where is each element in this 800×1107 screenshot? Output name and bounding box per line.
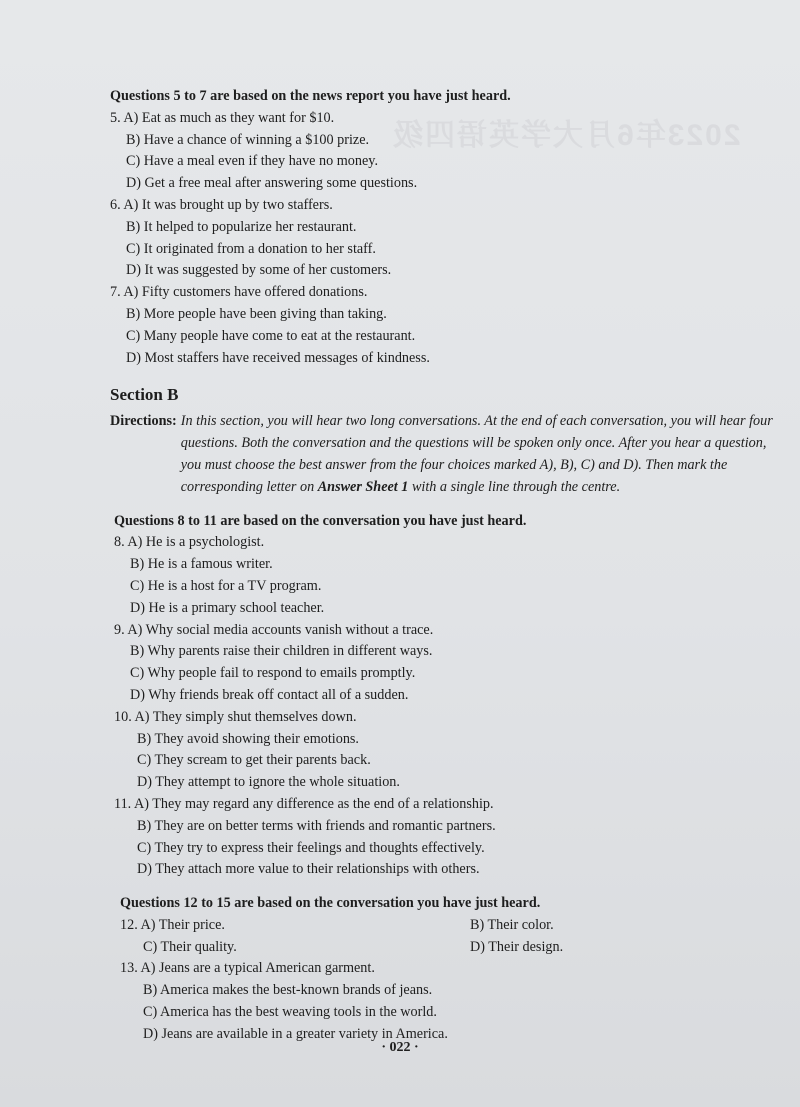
question-6-option-b: B) It helped to popularize her restaurant. [126, 218, 357, 235]
question-7-option-c: C) Many people have come to eat at the restaurant. [126, 327, 416, 344]
bleed-through-text: 2023年6月大学英语四级 [390, 119, 740, 152]
question-10-option-a: 10. A) They simply shut themselves down. [114, 708, 357, 725]
question-7-option-a: 7. A) Fifty customers have offered donations. [110, 284, 368, 301]
question-6-option-d: D) It was suggested by some of her customers. [126, 262, 392, 279]
question-8-option-c: C) He is a host for a TV program. [130, 577, 322, 594]
question-9-option-a: 9. A) Why social media accounts vanish without a trace. [114, 621, 434, 638]
page-number: · 022 · [381, 1040, 419, 1055]
question-8-option-a: 8. A) He is a psychologist. [114, 534, 265, 551]
question-11-option-b: B) They are on better terms with friends and romantic partners. [137, 817, 496, 834]
question-7-option-d: D) Most staffers have received messages of kindness. [126, 349, 430, 366]
question-6-option-c: C) It originated from a donation to her staff. [126, 240, 376, 257]
question-12-option-d: D) Their design. [470, 938, 564, 955]
page-content [110, 86, 790, 1046]
question-12-row-1 [120, 915, 790, 937]
question-9-option-c: C) Why people fail to respond to emails promptly. [130, 665, 416, 682]
question-10-option-d: D) They attempt to ignore the whole situation. [137, 774, 400, 791]
question-11-option-c: C) They try to express their feelings and thoughts effectively. [137, 839, 485, 856]
question-9-option-d: D) Why friends break off contact all of a sudden. [130, 686, 409, 703]
directions [110, 411, 790, 498]
question-12-option-c: C) Their quality. [143, 938, 237, 955]
question-10-option-b: B) They avoid showing their emotions. [137, 730, 359, 747]
question-8-option-b: B) He is a famous writer. [130, 556, 273, 573]
question-13-option-b: B) America makes the best-known brands of jeans. [143, 982, 433, 999]
question-5-option-d: D) Get a free meal after answering some questions. [126, 175, 418, 192]
group-header-8-11: Questions 8 to 11 are based on the conversation you have just heard. [114, 512, 527, 529]
question-11-option-a: 11. A) They may regard any difference as the end of a relationship. [114, 795, 494, 812]
directions-text: In this section, you will hear two long conversations. At the end of each conversation, you will hear four questions. Both the conversation and the questions will be spoken only once. After you hear a question, you must choose the best answer from the four choices marked A), B), C) and D). Then mark the corresponding letter on Answer Sheet 1 with a single line through the centre. [180, 413, 773, 495]
question-8-option-d: D) He is a primary school teacher. [130, 599, 325, 616]
question-10-option-c: C) They scream to get their parents back. [137, 752, 371, 769]
question-5-option-a: 5. A) Eat as much as they want for $10. [110, 109, 335, 126]
group-header-5-7: Questions 5 to 7 are based on the news report you have just heard. [110, 88, 511, 104]
question-12-option-b: B) Their color. [470, 916, 554, 933]
question-5-option-c: C) Have a meal even if they have no money. [126, 153, 378, 170]
question-13-option-d: D) Jeans are available in a greater variety in America. [143, 1025, 448, 1042]
question-12-row-2 [120, 937, 790, 959]
question-13-option-a: 13. A) Jeans are a typical American garment. [120, 960, 375, 977]
directions-label: Directions: [110, 413, 177, 430]
question-12-option-a: 12. A) Their price. [120, 916, 225, 933]
question-13-option-c: C) America has the best weaving tools in the world. [143, 1004, 437, 1021]
group-header-12-15: Questions 12 to 15 are based on the conversation you have just heard. [120, 895, 541, 912]
question-9-option-b: B) Why parents raise their children in different ways. [130, 643, 433, 660]
answer-sheet-label: Answer Sheet 1 [317, 478, 409, 495]
section-b-title: Section B [110, 385, 179, 405]
question-11-option-d: D) They attach more value to their relationships with others. [137, 861, 480, 878]
question-5-option-b: B) Have a chance of winning a $100 prize. [126, 131, 370, 148]
question-7-option-b: B) More people have been giving than taking. [126, 305, 387, 322]
question-6-option-a: 6. A) It was brought up by two staffers. [110, 196, 333, 213]
